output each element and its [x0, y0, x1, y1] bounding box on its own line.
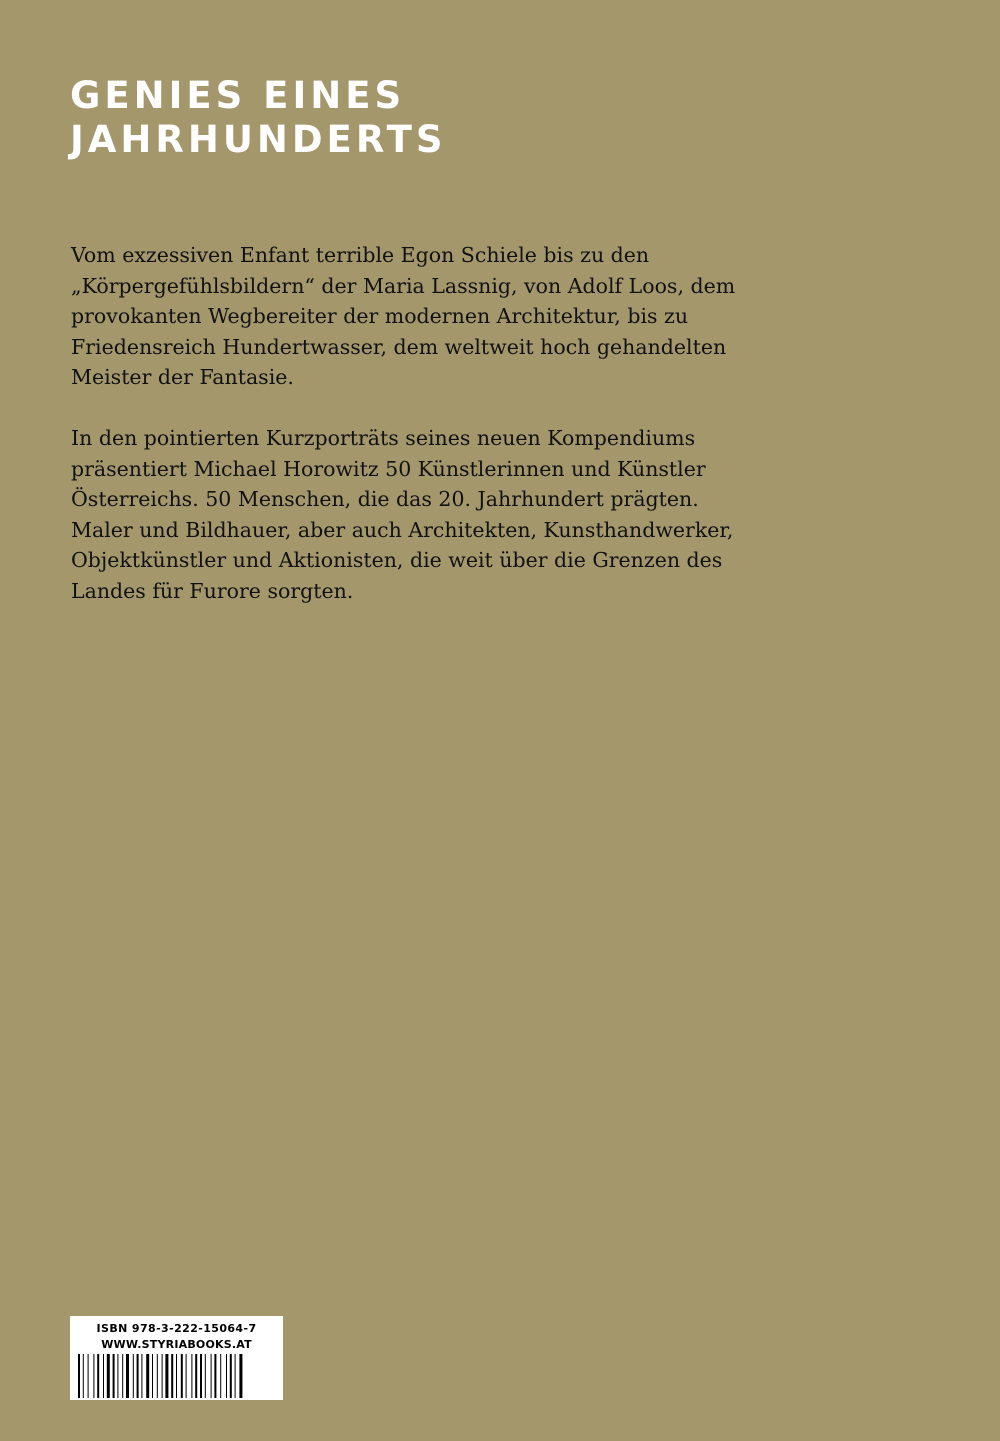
barcode-bar — [176, 1354, 177, 1398]
text-line: präsentiert Michael Horowitz 50 Künstlerinnen und Künstler — [71, 456, 706, 481]
barcode-bar — [117, 1354, 118, 1398]
title-line-2: JAHRHUNDERTS — [70, 118, 447, 161]
book-title — [70, 74, 447, 162]
barcode-bar — [239, 1354, 242, 1398]
text-line: provokanten Wegbereiter der modernen Architektur, bis zu — [71, 304, 689, 328]
barcode-bar — [165, 1354, 168, 1398]
barcode-bar — [83, 1354, 84, 1398]
barcode-bar — [235, 1354, 236, 1398]
barcode-bar — [195, 1354, 197, 1398]
text-line: Landes für Furore sorgten. — [71, 578, 354, 603]
barcode-bar — [126, 1354, 129, 1398]
barcode-graphic — [78, 1354, 275, 1398]
barcode-bar — [141, 1354, 142, 1398]
barcode-bar — [78, 1354, 80, 1398]
barcode-bar — [220, 1354, 221, 1398]
text-line: In den pointierten Kurzporträts seines neuen Kompendiums — [71, 426, 696, 450]
publisher-website: WWW.STYRIABOOKS.AT — [101, 1338, 252, 1351]
barcode-bar — [137, 1354, 139, 1398]
barcode-bar — [211, 1354, 212, 1398]
barcode-bar — [107, 1354, 110, 1398]
barcode-bar — [181, 1354, 183, 1398]
barcode-bar — [162, 1354, 163, 1398]
text-line: Österreichs. 50 Menschen, die das 20. Jahrhundert prägten. — [71, 487, 699, 511]
barcode-bar — [113, 1354, 115, 1398]
barcode-bar — [88, 1354, 89, 1398]
barcode-bar — [214, 1354, 216, 1398]
text-line: Maler und Bildhauer, aber auch Architekten, Kunsthandwerker, — [71, 517, 734, 542]
text-line: Vom exzessiven Enfant terrible Egon Schiele bis zu den — [71, 243, 650, 267]
text-line: Friedensreich Hundertwasser, dem weltweit hoch gehandelten — [71, 334, 727, 359]
barcode-bar — [230, 1354, 232, 1398]
barcode-bar — [171, 1354, 173, 1398]
barcode-bar — [205, 1354, 206, 1398]
barcode-bar — [103, 1354, 104, 1398]
blurb-paragraph-2 — [71, 423, 811, 606]
barcode-bar — [191, 1354, 192, 1398]
barcode-bar — [152, 1354, 153, 1398]
barcode-bar — [200, 1354, 202, 1398]
isbn-number: ISBN 978-3-222-15064-7 — [96, 1322, 257, 1335]
blurb-text — [71, 240, 811, 606]
text-line: Meister der Fantasie. — [71, 365, 294, 389]
text-line: „Körpergefühlsbildern“ der Maria Lassnig, von Adolf Loos, dem — [71, 273, 736, 298]
blurb-paragraph-1 — [71, 240, 811, 393]
title-line-1: GENIES EINES — [70, 74, 406, 117]
barcode-bar — [133, 1354, 134, 1398]
barcode-bar — [93, 1354, 94, 1398]
barcode-bar — [122, 1354, 123, 1398]
text-line: Objektkünstler und Aktionisten, die weit über die Grenzen des — [71, 548, 723, 572]
barcode-bar — [97, 1354, 99, 1398]
barcode-bar — [146, 1354, 149, 1398]
barcode-bar — [186, 1354, 187, 1398]
barcode-bar — [157, 1354, 158, 1398]
barcode-bar — [226, 1354, 227, 1398]
barcode-label — [70, 1316, 283, 1400]
